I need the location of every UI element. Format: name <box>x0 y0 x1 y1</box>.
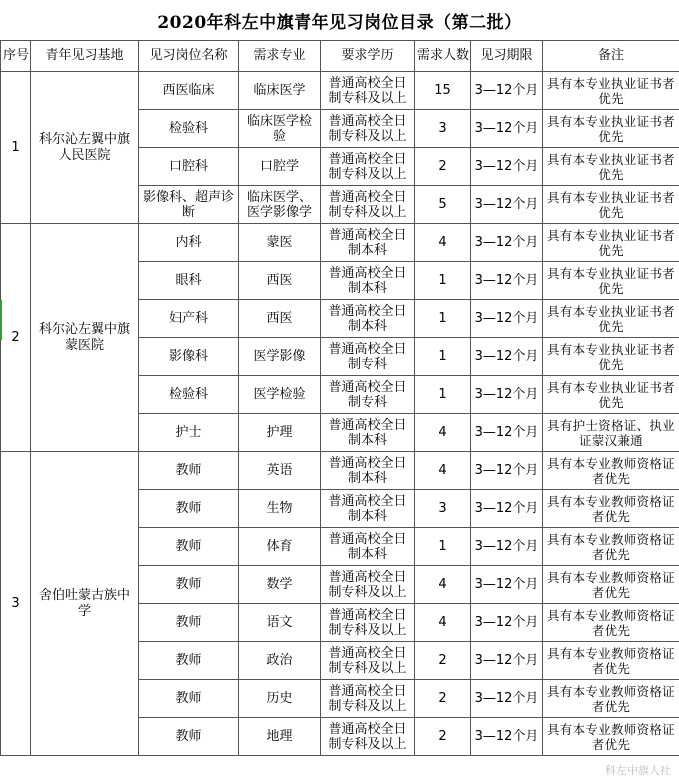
post-cell[interactable]: 西医临床 <box>139 72 239 110</box>
edu-cell[interactable]: 普通高校全日制专科及以上 <box>321 718 415 756</box>
edu-cell[interactable]: 普通高校全日制本科 <box>321 490 415 528</box>
term-cell[interactable]: 3—12个月 <box>471 452 543 490</box>
seq-cell[interactable]: 3 <box>1 452 31 756</box>
header-cell: 青年见习基地 <box>31 41 139 72</box>
term-cell[interactable]: 3—12个月 <box>471 718 543 756</box>
post-cell[interactable]: 教师 <box>139 642 239 680</box>
edu-cell[interactable]: 普通高校全日制本科 <box>321 414 415 452</box>
count-cell[interactable]: 2 <box>415 680 471 718</box>
term-cell[interactable]: 3—12个月 <box>471 414 543 452</box>
base-cell[interactable]: 科尔沁左翼中旗人民医院 <box>31 72 139 224</box>
major-cell[interactable]: 医学检验 <box>239 376 321 414</box>
major-cell[interactable]: 口腔学 <box>239 148 321 186</box>
edu-cell[interactable]: 普通高校全日制专科及以上 <box>321 566 415 604</box>
watermark: 科左中旗人社 <box>605 764 671 777</box>
page-title: 2020年科左中旗青年见习岗位目录（第二批） <box>157 12 522 33</box>
edu-cell[interactable]: 普通高校全日制专科及以上 <box>321 642 415 680</box>
edu-cell[interactable]: 普通高校全日制专科及以上 <box>321 604 415 642</box>
post-cell[interactable]: 眼科 <box>139 262 239 300</box>
count-cell[interactable]: 2 <box>415 148 471 186</box>
term-cell[interactable]: 3—12个月 <box>471 642 543 680</box>
header-cell: 见习期限 <box>471 41 543 72</box>
base-cell[interactable]: 科尔沁左翼中旗蒙医院 <box>31 224 139 452</box>
edu-cell[interactable]: 普通高校全日制本科 <box>321 300 415 338</box>
note-cell[interactable]: 具有本专业教师资格证者优先 <box>543 452 679 490</box>
post-cell[interactable]: 教师 <box>139 604 239 642</box>
header-row <box>1 41 679 72</box>
note-cell[interactable]: 具有本专业教师资格证者优先 <box>543 680 679 718</box>
note-cell[interactable]: 具有本专业执业证书者优先 <box>543 110 679 148</box>
edu-cell[interactable]: 普通高校全日制本科 <box>321 224 415 262</box>
term-cell[interactable]: 3—12个月 <box>471 604 543 642</box>
edu-cell[interactable]: 普通高校全日制专科及以上 <box>321 148 415 186</box>
header-cell: 需求专业 <box>239 41 321 72</box>
term-cell[interactable]: 3—12个月 <box>471 262 543 300</box>
post-cell[interactable]: 影像科、超声诊断 <box>139 186 239 224</box>
term-cell[interactable]: 3—12个月 <box>471 528 543 566</box>
post-cell[interactable]: 检验科 <box>139 110 239 148</box>
major-cell[interactable]: 历史 <box>239 680 321 718</box>
header-cell: 见习岗位名称 <box>139 41 239 72</box>
note-cell[interactable]: 具有本专业教师资格证者优先 <box>543 528 679 566</box>
note-cell[interactable]: 具有本专业执业证书者优先 <box>543 224 679 262</box>
post-cell[interactable]: 教师 <box>139 566 239 604</box>
header-cell: 要求学历 <box>321 41 415 72</box>
term-cell[interactable]: 3—12个月 <box>471 186 543 224</box>
count-cell[interactable]: 3 <box>415 110 471 148</box>
note-cell[interactable]: 具有本专业教师资格证者优先 <box>543 642 679 680</box>
edu-cell[interactable]: 普通高校全日制专科及以上 <box>321 72 415 110</box>
table-row <box>1 452 679 490</box>
major-cell[interactable]: 体育 <box>239 528 321 566</box>
major-cell[interactable]: 数学 <box>239 566 321 604</box>
count-cell[interactable]: 2 <box>415 642 471 680</box>
note-cell[interactable]: 具有本专业执业证书者优先 <box>543 376 679 414</box>
count-cell[interactable]: 4 <box>415 414 471 452</box>
major-cell[interactable]: 临床医学 <box>239 72 321 110</box>
header-cell: 需求人数 <box>415 41 471 72</box>
term-cell[interactable]: 3—12个月 <box>471 110 543 148</box>
row-selection-marker <box>0 300 2 340</box>
count-cell[interactable]: 4 <box>415 604 471 642</box>
edu-cell[interactable]: 普通高校全日制专科及以上 <box>321 680 415 718</box>
post-cell[interactable]: 妇产科 <box>139 300 239 338</box>
table-row <box>1 224 679 262</box>
positions-table <box>0 40 679 756</box>
major-cell[interactable]: 英语 <box>239 452 321 490</box>
major-cell[interactable]: 政治 <box>239 642 321 680</box>
major-cell[interactable]: 地理 <box>239 718 321 756</box>
term-cell[interactable]: 3—12个月 <box>471 338 543 376</box>
edu-cell[interactable]: 普通高校全日制专科及以上 <box>321 186 415 224</box>
term-cell[interactable]: 3—12个月 <box>471 300 543 338</box>
major-cell[interactable]: 护理 <box>239 414 321 452</box>
post-cell[interactable]: 内科 <box>139 224 239 262</box>
post-cell[interactable]: 教师 <box>139 680 239 718</box>
major-cell[interactable]: 语文 <box>239 604 321 642</box>
major-cell[interactable]: 蒙医 <box>239 224 321 262</box>
table-row <box>1 72 679 110</box>
count-cell[interactable]: 1 <box>415 376 471 414</box>
term-cell[interactable]: 3—12个月 <box>471 72 543 110</box>
major-cell[interactable]: 医学影像 <box>239 338 321 376</box>
post-cell[interactable]: 口腔科 <box>139 148 239 186</box>
note-cell[interactable]: 具有本专业教师资格证者优先 <box>543 718 679 756</box>
post-cell[interactable]: 教师 <box>139 528 239 566</box>
count-cell[interactable]: 4 <box>415 224 471 262</box>
term-cell[interactable]: 3—12个月 <box>471 566 543 604</box>
header-cell: 备注 <box>543 41 679 72</box>
count-cell[interactable]: 1 <box>415 338 471 376</box>
major-cell[interactable]: 生物 <box>239 490 321 528</box>
post-cell[interactable]: 教师 <box>139 490 239 528</box>
term-cell[interactable]: 3—12个月 <box>471 224 543 262</box>
term-cell[interactable]: 3—12个月 <box>471 148 543 186</box>
seq-cell[interactable]: 1 <box>1 72 31 224</box>
count-cell[interactable]: 2 <box>415 718 471 756</box>
count-cell[interactable]: 4 <box>415 566 471 604</box>
edu-cell[interactable]: 普通高校全日制专科 <box>321 376 415 414</box>
count-cell[interactable]: 1 <box>415 262 471 300</box>
major-cell[interactable]: 临床医学、医学影像学 <box>239 186 321 224</box>
edu-cell[interactable]: 普通高校全日制专科 <box>321 338 415 376</box>
term-cell[interactable]: 3—12个月 <box>471 680 543 718</box>
note-cell[interactable]: 具有本专业教师资格证者优先 <box>543 490 679 528</box>
seq-cell[interactable]: 2 <box>1 224 31 452</box>
edu-cell[interactable]: 普通高校全日制本科 <box>321 528 415 566</box>
term-cell[interactable]: 3—12个月 <box>471 490 543 528</box>
post-cell[interactable]: 护士 <box>139 414 239 452</box>
note-cell[interactable]: 具有本专业执业证书者优先 <box>543 148 679 186</box>
post-cell[interactable]: 影像科 <box>139 338 239 376</box>
count-cell[interactable]: 5 <box>415 186 471 224</box>
note-cell[interactable]: 具有本专业执业证书者优先 <box>543 186 679 224</box>
major-cell[interactable]: 临床医学检验 <box>239 110 321 148</box>
header-cell: 序号 <box>1 41 31 72</box>
major-cell[interactable]: 西医 <box>239 300 321 338</box>
count-cell[interactable]: 1 <box>415 528 471 566</box>
edu-cell[interactable]: 普通高校全日制本科 <box>321 262 415 300</box>
note-cell[interactable]: 具有护士资格证、执业证蒙汉兼通 <box>543 414 679 452</box>
note-cell[interactable]: 具有本专业执业证书者优先 <box>543 300 679 338</box>
post-cell[interactable]: 教师 <box>139 452 239 490</box>
count-cell[interactable]: 4 <box>415 452 471 490</box>
edu-cell[interactable]: 普通高校全日制专科及以上 <box>321 110 415 148</box>
note-cell[interactable]: 具有本专业教师资格证者优先 <box>543 566 679 604</box>
note-cell[interactable]: 具有本专业执业证书者优先 <box>543 72 679 110</box>
count-cell[interactable]: 3 <box>415 490 471 528</box>
note-cell[interactable]: 具有本专业执业证书者优先 <box>543 262 679 300</box>
post-cell[interactable]: 教师 <box>139 718 239 756</box>
major-cell[interactable]: 西医 <box>239 262 321 300</box>
post-cell[interactable]: 检验科 <box>139 376 239 414</box>
count-cell[interactable]: 15 <box>415 72 471 110</box>
base-cell[interactable]: 舍伯吐蒙古族中学 <box>31 452 139 756</box>
note-cell[interactable]: 具有本专业执业证书者优先 <box>543 338 679 376</box>
note-cell[interactable]: 具有本专业教师资格证者优先 <box>543 604 679 642</box>
edu-cell[interactable]: 普通高校全日制本科 <box>321 452 415 490</box>
term-cell[interactable]: 3—12个月 <box>471 376 543 414</box>
count-cell[interactable]: 1 <box>415 300 471 338</box>
